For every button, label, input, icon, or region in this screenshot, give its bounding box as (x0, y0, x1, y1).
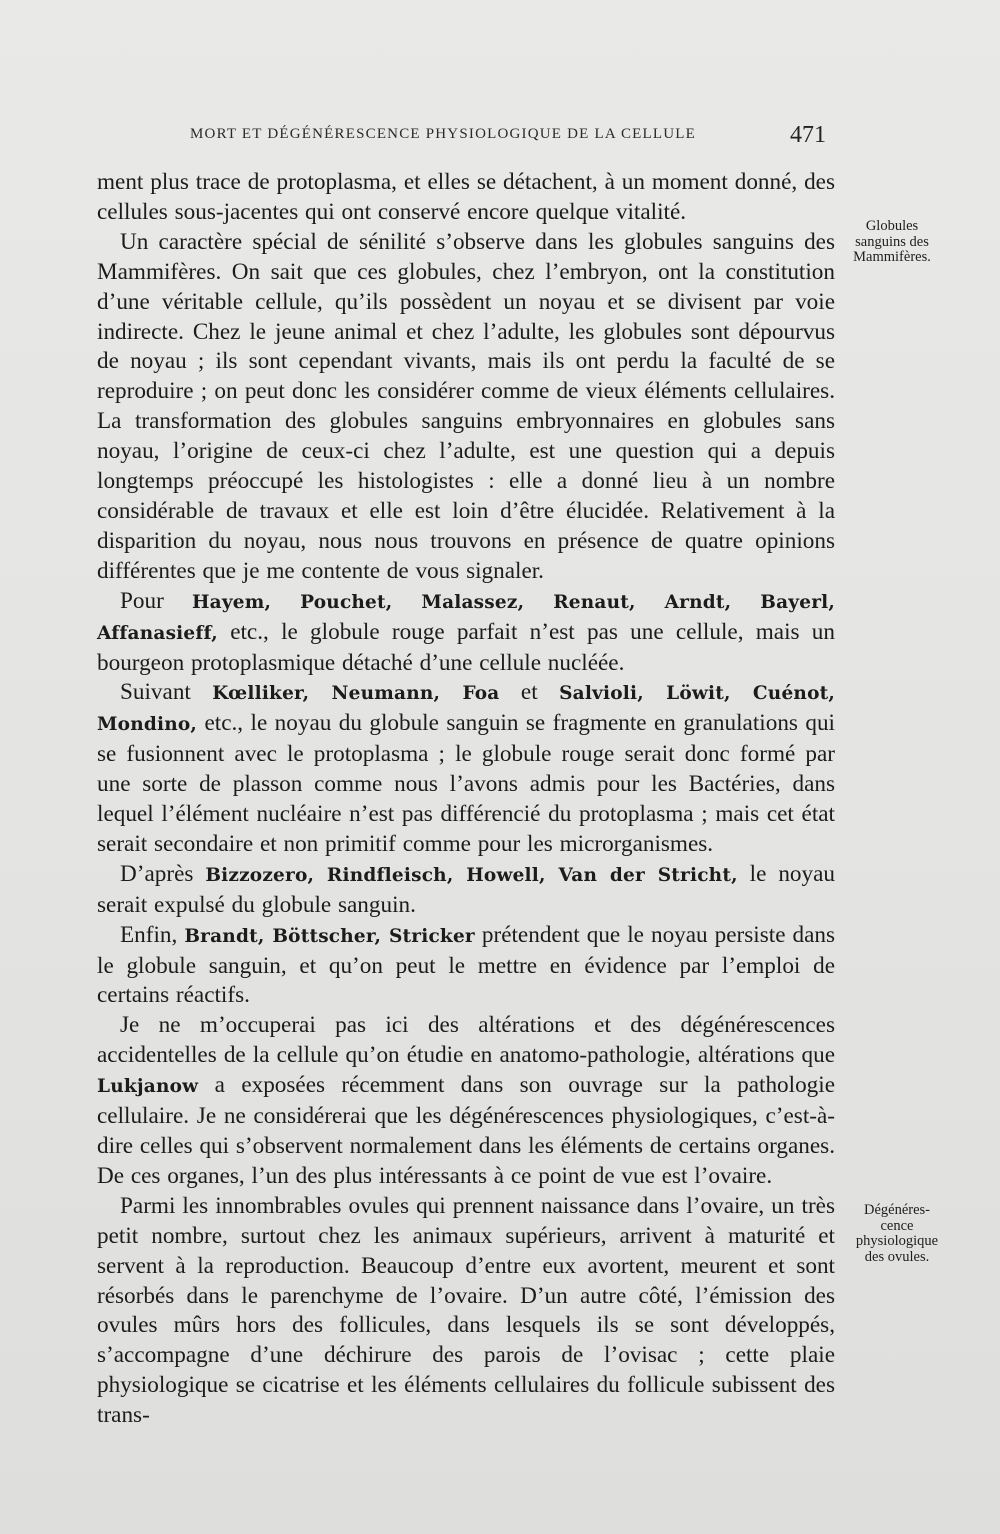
paragraph: Un caractère spécial de sénilité s’observe dans les globules sanguins des Mammifères. On sait que ces globules, chez l’embryon, ont la constitution d’une véritable cellule, qu’ils possèdent un noyau et se divisent par voie indirecte. Chez le jeune animal et chez l’adulte, les globules sont dépourvus de noyau ; ils sont cependant vivants, mais ils ont perdu la faculté de se reproduire ; on peut donc les considérer comme de vieux éléments cellulaires. La transformation des globules sanguins embryonnaires en globules sans noyau, l’origine de ceux-ci chez l’adulte, est une question qui a depuis longtemps préoccupé les histologistes : elle a donné lieu à un nombre considérable de travaux et elle est loin d’être élucidée. Relativement à la disparition du noyau, nous nous trouvons en présence de quatre opinions différentes que je me contente de vous signaler. (97, 228, 835, 584)
paragraph (97, 587, 835, 679)
paragraph-text: le noyau serait expulsé du globule sanguin. (97, 860, 836, 918)
paragraph-text: a exposées récemment dans son ouvrage sur la pathologie cellulaire. Je ne considérerai que les dégénérescences physiologiques, c’est-à-dire celles qui s’observent normalement dans les éléments de certains organes. De ces organes, l’un des plus intéressants à ce point de vue est l’ovaire. (97, 1072, 835, 1189)
paragraph-text: etc., le noyau du globule sanguin se fragmente en granulations qui se fusionnent avec le protoplasma ; le globule rouge serait donc formé par une sorte de plasson comme nous l’avons admis pour les Bactéries, dans lequel l’élément nucléaire n’est pas différencié du protoplasma ; mais cet état serait secondaire et non primitif comme pour les microrganismes. (97, 710, 835, 857)
paragraph (97, 921, 835, 1012)
paragraph-text: Je ne m’occuperai pas ici des altérations et des dégénérescences accidentelles de la cellule qu’on étudie en anatomo-pathologie, altérations que (97, 1012, 835, 1069)
body-text (97, 168, 835, 1431)
author-names: Bizzozero, Rindfleisch, Howell, Van der Stricht, (205, 864, 738, 886)
paragraph-text: Pour (120, 587, 192, 614)
paragraph (97, 678, 835, 859)
paragraph: ment plus trace de protoplasma, et elles se détachent, à un moment donné, des cellules sous-jacentes qui ont conservé encore quelque vitalité. (97, 169, 835, 225)
margin-note-line: Dégénéres- (863, 1202, 930, 1218)
paragraph-text: Suivant (120, 679, 213, 706)
page-number: 471 (790, 122, 826, 148)
author-names: Lukjanow (97, 1076, 199, 1098)
paragraph-text: prétendent que le noyau persiste dans le globule sanguin, et qu’on peut le mettre en évidence par l’emploi de certains réactifs. (97, 921, 835, 1009)
paragraph (97, 860, 835, 921)
margin-note-line: Mammifères. (853, 249, 931, 265)
margin-note-line: cence (880, 1217, 914, 1234)
author-names: Salvioli, Löwit, Cuénot, Mondino, (97, 683, 836, 736)
paragraph (97, 1011, 835, 1191)
margin-note-line: des ovules. (864, 1248, 930, 1265)
paragraph-text: etc., le globule rouge parfait n’est pas une cellule, mais un bourgeon protoplasmique détaché d’une cellule nucléée. (97, 618, 835, 676)
margin-note-ovules (847, 1203, 947, 1265)
paragraph-text: et (499, 679, 560, 706)
author-names: Hayem, Pouchet, Malassez, Renaut, Arndt, Bayerl, Affanasieff, (97, 591, 836, 644)
paragraph-text: Enfin, (120, 921, 185, 948)
author-names: Brandt, Böttscher, Stricker (184, 925, 475, 947)
paragraph-text: D’après (120, 860, 206, 887)
margin-note-globules (842, 219, 942, 266)
margin-note-line: sanguins des (855, 233, 929, 250)
margin-note-line: physiologique (855, 1233, 939, 1249)
paragraph: Parmi les innombrables ovules qui prennent naissance dans l’ovaire, un très petit nombre, surtout chez les animaux supérieurs, arrivent à maturité et servent à la reproduction. Beaucoup d’entre eux avortent, meurent et sont résorbés dans le parenchyme de l’ovaire. D’un autre côté, l’émission des ovules mûrs hors des follicules, dans lesquels ils se sont développés, s’accompagne d’une déchirure des parois de l’ovisac ; cette plaie physiologique se cicatrise et les éléments cellulaires du follicule subissent des trans- (97, 1192, 835, 1429)
author-names: Kœlliker, Neumann, Foa (212, 683, 500, 705)
margin-note-line: Globules (865, 218, 919, 234)
running-title: MORT ET DÉGÉNÉRESCENCE PHYSIOLOGIQUE DE LA CELLULE (190, 126, 697, 142)
